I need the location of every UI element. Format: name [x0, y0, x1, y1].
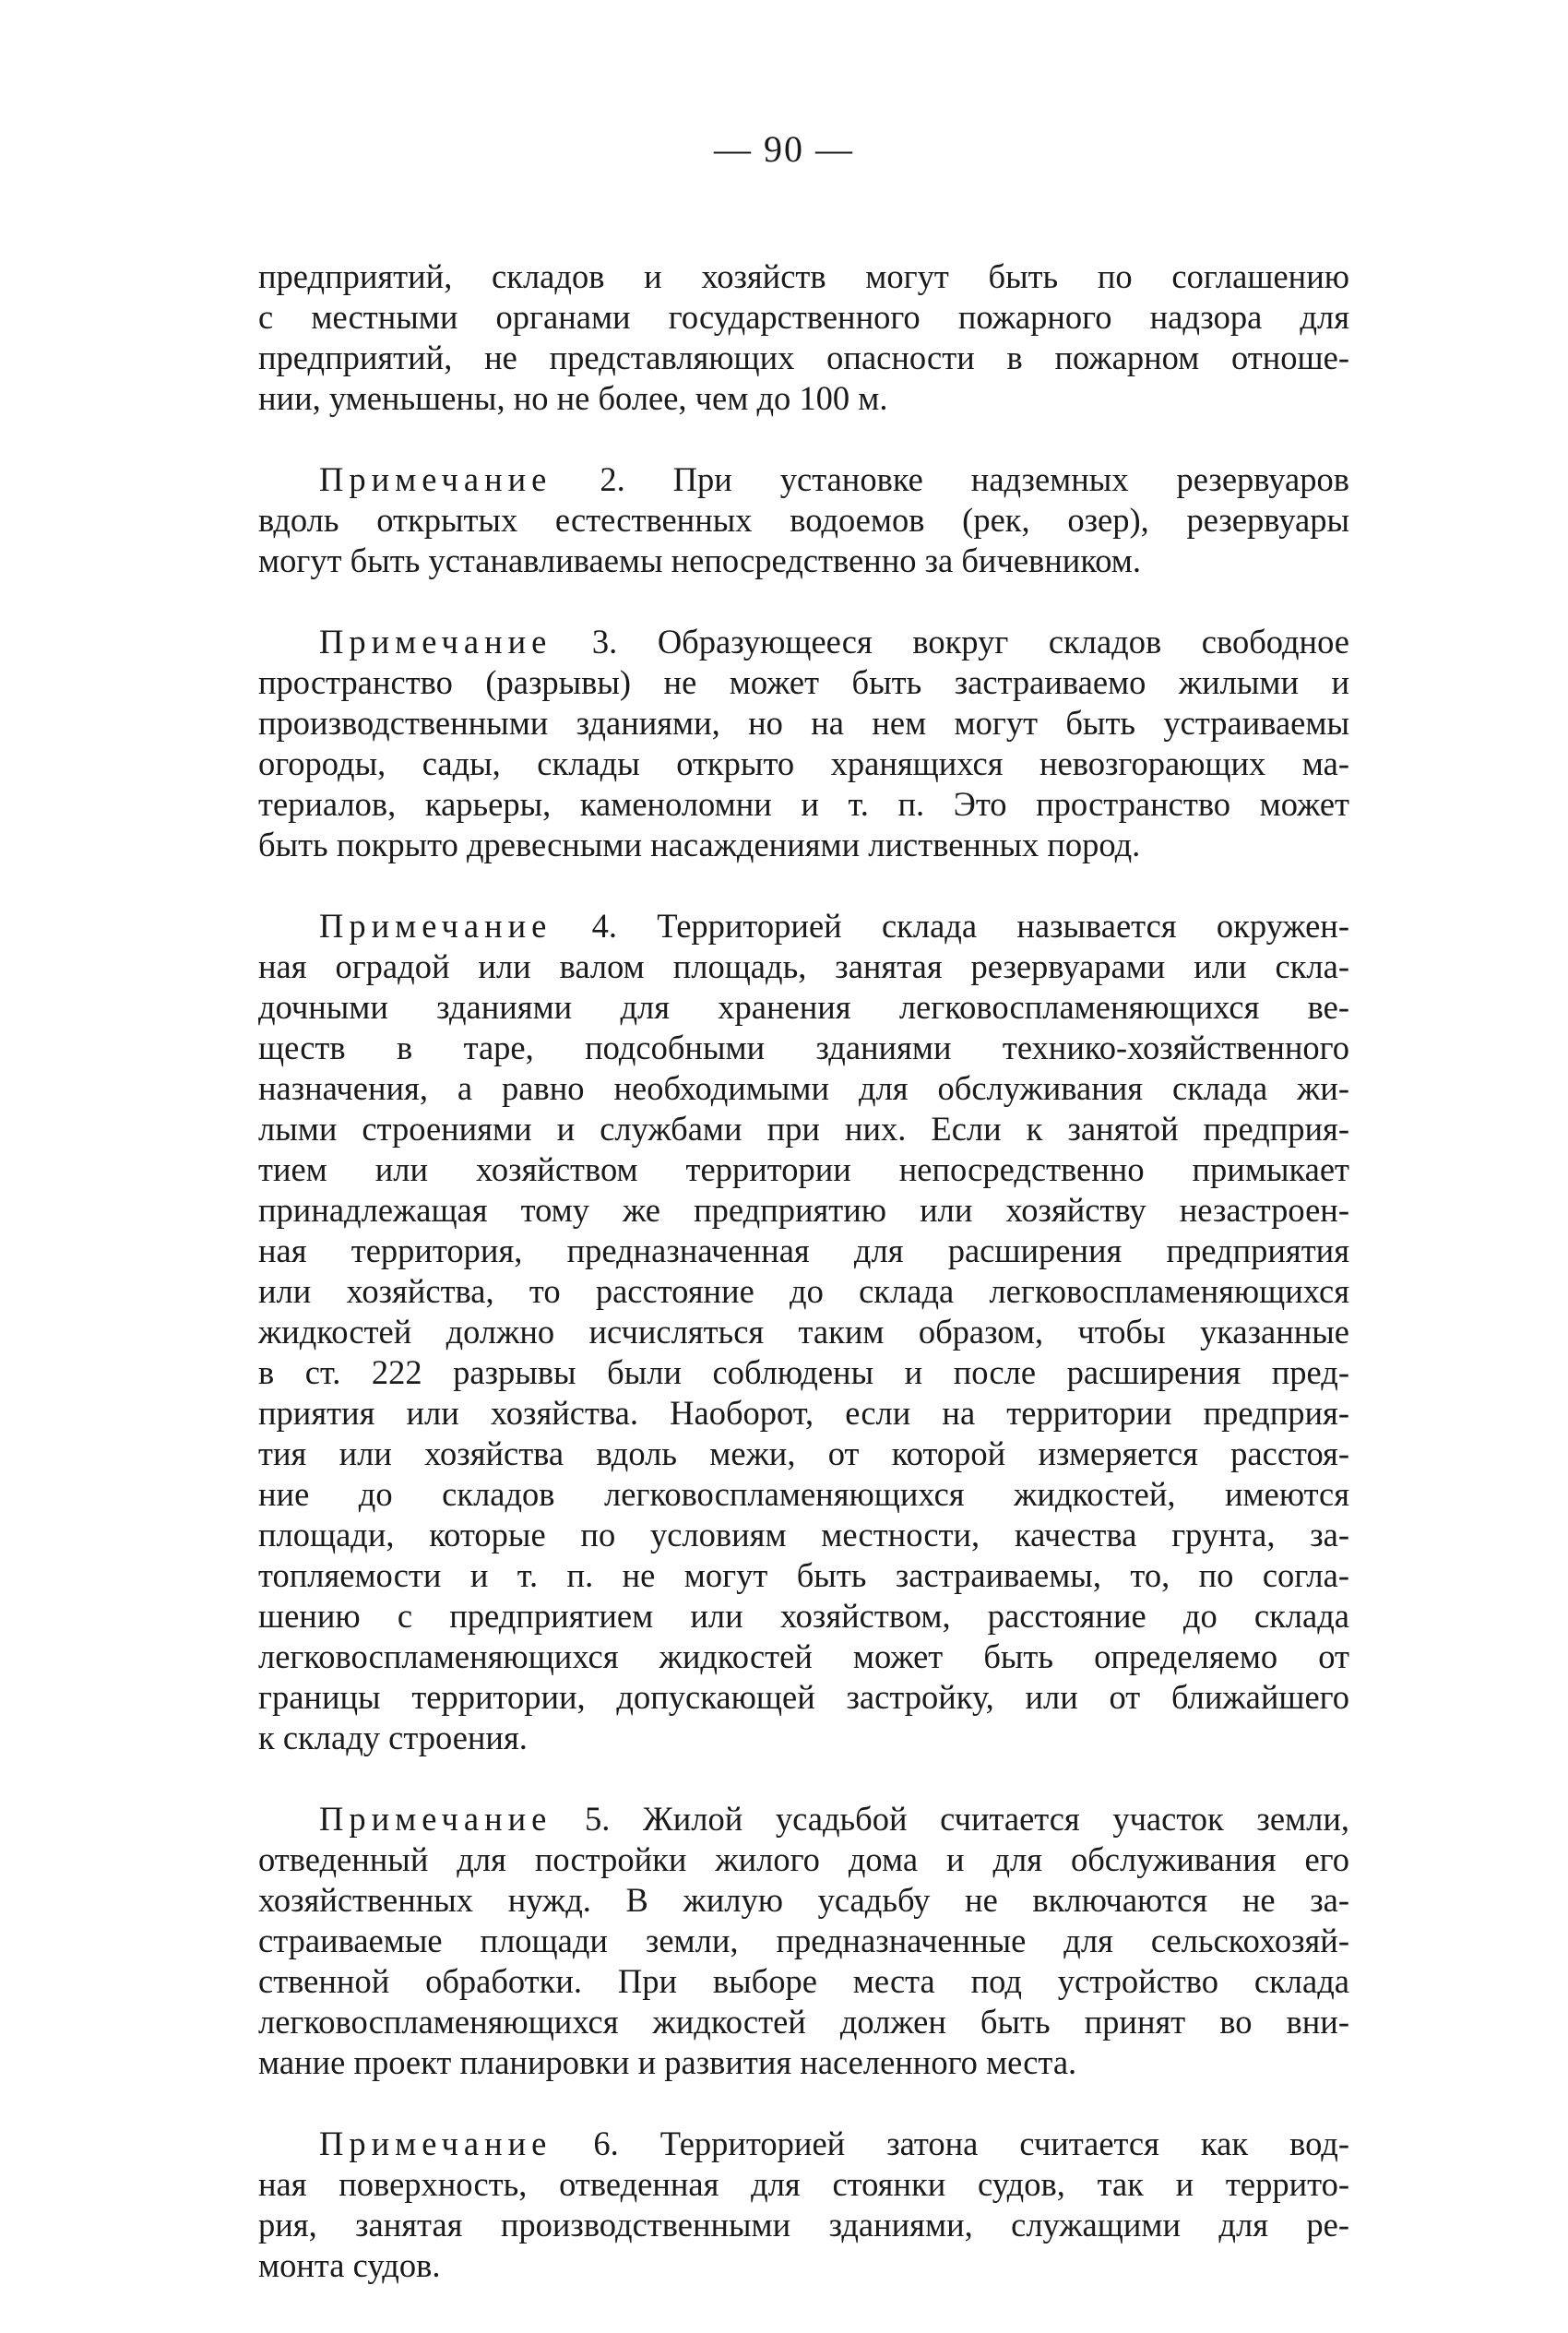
text-line: могут быть устанавливаемы непосредственно за бичевником.	[258, 542, 1141, 579]
note-text: 3. Образующееся вокруг складов свободное	[552, 623, 1349, 661]
text-line: ная поверхность, отведенная для стоянки судов, так и террито-	[258, 2165, 1349, 2203]
text-line: дочными зданиями для хранения легковоспламеняющихся ве-	[258, 988, 1349, 1026]
note-2	[258, 459, 1349, 581]
text-line: легковоспламеняющихся жидкостей может быть определяемо от	[258, 1637, 1349, 1675]
paragraph-continuation	[258, 256, 1349, 419]
text-line: мание проект планировки и развития населенного места.	[258, 2043, 1077, 2081]
text-line: или хозяйства, то расстояние до склада легковоспламеняющихся	[258, 1272, 1349, 1310]
text-line: нии, уменьшены, но не более, чем до 100 м.	[258, 379, 888, 417]
note-text: 4. Территорией склада называется окружен-	[552, 907, 1349, 945]
note-text: 2. При установке надземных резервуаров	[552, 460, 1349, 498]
text-line: отведенный для постройки жилого дома и для обслуживания его	[258, 1840, 1349, 1878]
text-line: ществ в таре, подсобными зданиями технико-хозяйственного	[258, 1029, 1349, 1066]
text-line: лыми строениями и службами при них. Если к занятой предприя-	[258, 1110, 1349, 1148]
text-line: пространство (разрывы) не может быть застраиваемо жилыми и	[258, 663, 1349, 701]
note-3	[258, 622, 1349, 865]
text-line: топляемости и т. п. не могут быть застраиваемы, то, по согла-	[258, 1556, 1349, 1594]
note-text: 6. Территорией затона считается как вод-	[552, 2125, 1349, 2162]
text-line	[258, 459, 1349, 500]
text-line: с местными органами государственного пожарного надзора для	[258, 298, 1349, 336]
text-line: предприятий, не представляющих опасности в пожарном отноше-	[258, 339, 1349, 376]
text-line: назначения, а равно необходимыми для обслуживания склада жи-	[258, 1069, 1349, 1107]
text-line: границы территории, допускающей застройку, или от ближайшего	[258, 1678, 1349, 1716]
text-line	[258, 622, 1349, 662]
text-line: площади, которые по условиям местности, качества грунта, за-	[258, 1516, 1349, 1553]
text-line: ная территория, предназначенная для расширения предприятия	[258, 1232, 1349, 1269]
text-line: производственными зданиями, но на нем могут быть устраиваемы	[258, 704, 1349, 742]
note-6	[258, 2124, 1349, 2286]
text-line: в ст. 222 разрывы были соблюдены и после расширения пред-	[258, 1353, 1349, 1391]
note-5	[258, 1799, 1349, 2083]
body-text	[258, 256, 1349, 2286]
note-label: Примечание	[319, 460, 552, 498]
text-line: легковоспламеняющихся жидкостей должен быть принят во вни-	[258, 2003, 1349, 2041]
note-label: Примечание	[319, 1800, 552, 1838]
text-line: предприятий, складов и хозяйств могут быть по соглашению	[258, 257, 1349, 295]
text-line: тием или хозяйством территории непосредственно примыкает	[258, 1150, 1349, 1188]
note-label: Примечание	[319, 623, 552, 661]
text-line: принадлежащая тому же предприятию или хозяйству незастроен-	[258, 1191, 1349, 1229]
note-4	[258, 906, 1349, 1758]
text-line: страиваемые площади земли, предназначенные для сельскохозяй-	[258, 1922, 1349, 1959]
text-line: монта судов.	[258, 2246, 441, 2284]
text-line: к складу строения.	[258, 1719, 528, 1756]
text-line	[258, 1799, 1349, 1839]
text-line: тия или хозяйства вдоль межи, от которой измеряется расстоя-	[258, 1434, 1349, 1472]
page-number: — 90 —	[714, 128, 854, 170]
text-line: ная оградой или валом площадь, занятая резервуарами или скла-	[258, 947, 1349, 985]
text-line	[258, 906, 1349, 946]
text-line: ственной обработки. При выборе места под устройство склада	[258, 1962, 1349, 2000]
text-line: хозяйственных нужд. В жилую усадьбу не включаются не за-	[258, 1881, 1349, 1919]
text-line: рия, занятая производственными зданиями, служащими для ре-	[258, 2206, 1349, 2244]
text-line: огороды, сады, склады открыто хранящихся невозгорающих ма-	[258, 744, 1349, 782]
note-label: Примечание	[319, 907, 552, 945]
text-line: ние до складов легковоспламеняющихся жидкостей, имеются	[258, 1475, 1349, 1513]
text-line: жидкостей должно исчисляться таким образом, чтобы указанные	[258, 1313, 1349, 1351]
text-line: вдоль открытых естественных водоемов (рек, озер), резервуары	[258, 501, 1349, 539]
note-label: Примечание	[319, 2125, 552, 2162]
note-text: 5. Жилой усадьбой считается участок земли,	[552, 1800, 1349, 1838]
text-line	[258, 2124, 1349, 2164]
text-line: териалов, карьеры, каменоломни и т. п. Это пространство может	[258, 785, 1349, 823]
text-line: быть покрыто древесными насаждениями лиственных пород.	[258, 826, 1141, 863]
text-line: шению с предприятием или хозяйством, расстояние до склада	[258, 1597, 1349, 1635]
text-line: приятия или хозяйства. Наоборот, если на территории предприя-	[258, 1394, 1349, 1432]
